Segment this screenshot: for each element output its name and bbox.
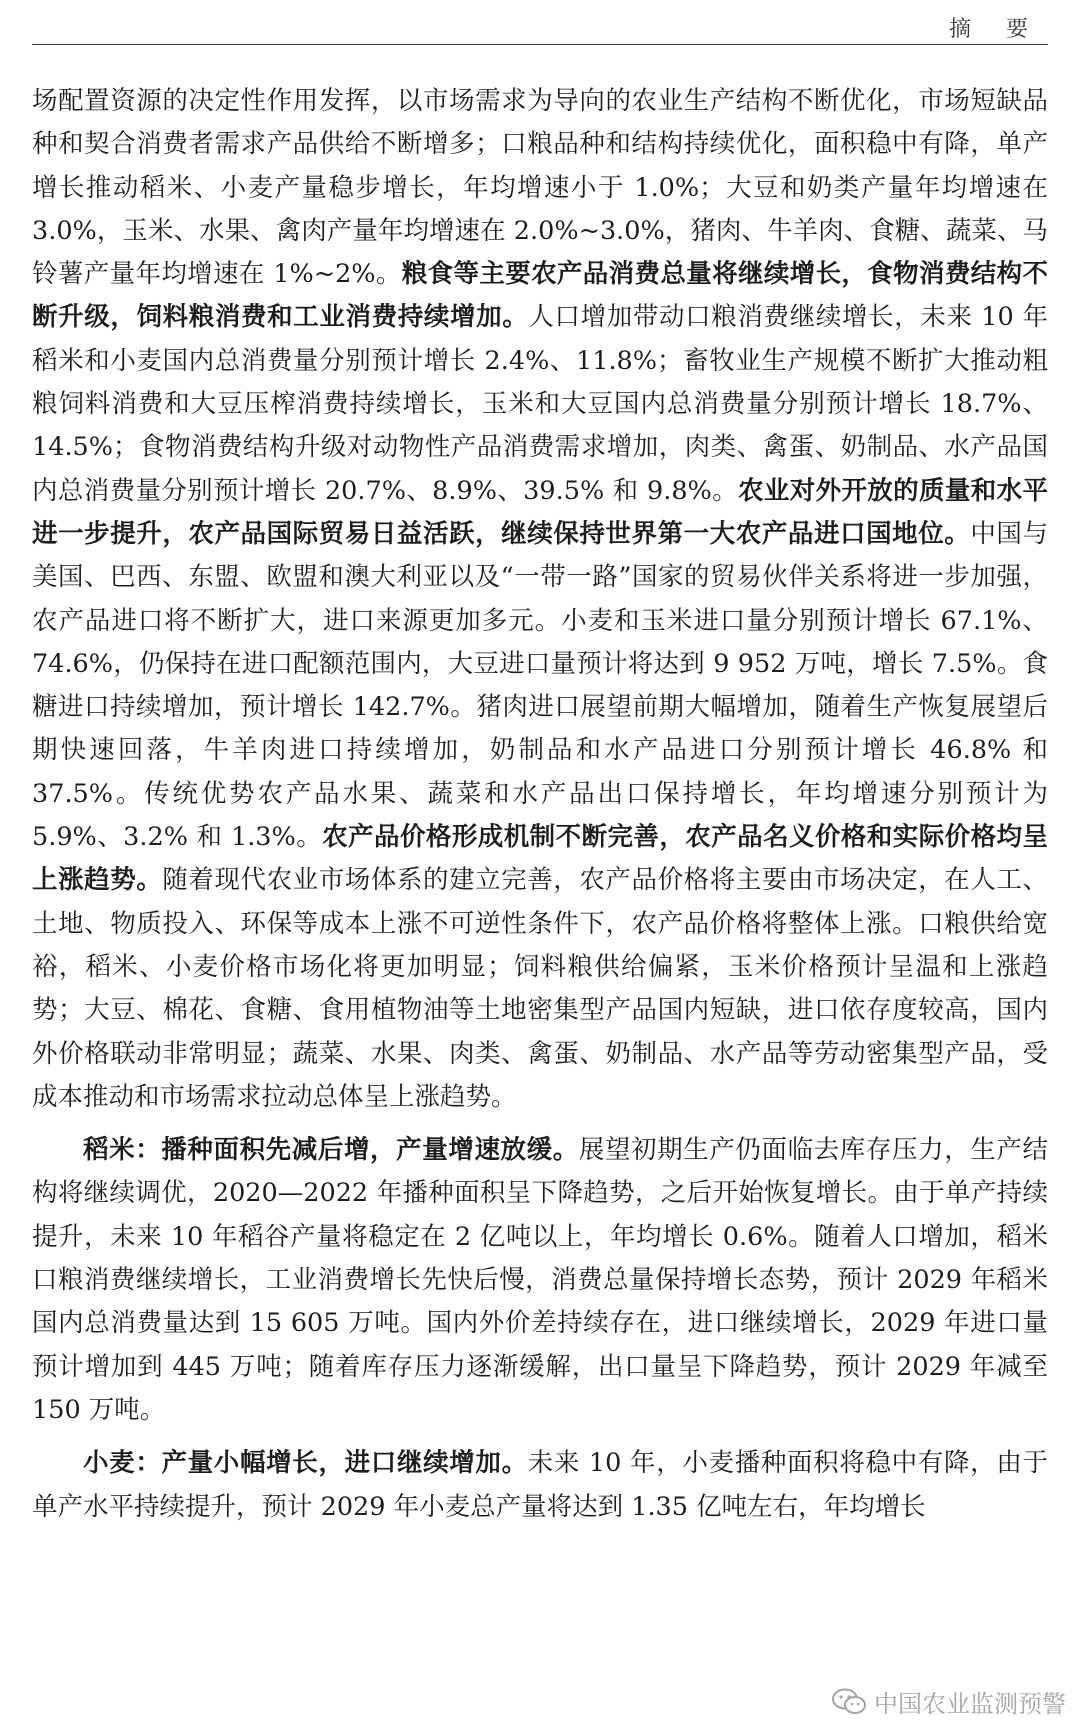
text-segment: 中国与美国、巴西、东盟、欧盟和澳大利亚以及“一带一路”国家的贸易伙伴关系将进一步加强，农产品进口将不断扩大，进口来源更加多元。小麦和玉米进口量分别预计增长 67.1%、74.6%，仍保持在进口配额范围内，大豆进口量预计将达到 9 952 万吨，增长 7.5%。食糖进口持续增加，预计增长 142.7%。猪肉进口展望前期大幅增加，随着生产恢复展望后期快速回落，牛羊肉进口持续增加，奶制品和水产品进口分别预计增长 46.8% 和 37.5%。传统优势农产品水果、蔬菜和水产品出口保持增长，年均增速分别预计为 5.9%、3.2% 和 1.3%。 (32, 518, 1048, 853)
bold-segment: 农业对外开放的质量和水平进一步提升，农产品国际贸易日益活跃，继续保持世界第一大农产品进口国地位。 (32, 475, 1048, 549)
text-segment: 未来 10 年，小麦播种面积将稳中有降，由于单产水平持续提升，预计 2029 年小麦总产量将达到 1.35 亿吨左右，年均增长 (32, 1448, 1048, 1522)
page-header (32, 0, 1048, 45)
wechat-icon (832, 1688, 866, 1716)
bold-segment: 粮食等主要农产品消费总量将继续增长，食物消费结构不断升级，饲料粮消费和工业消费持续增加。 (32, 259, 1048, 333)
bold-segment: 稻米：播种面积先减后增，产量增速放缓。 (83, 1135, 579, 1166)
paragraph (32, 80, 1048, 1119)
text-segment: 人口增加带动口粮消费继续增长，未来 10 年稻米和小麦国内总消费量分别预计增长 2.4%、11.8%；畜牧业生产规模不断扩大推动粗粮饲料消费和大豆压榨消费持续增长，玉米和大豆国内总消费量分别预计增长 18.7%、14.5%；食物消费结构升级对动物性产品消费需求增加，肉类、禽蛋、奶制品、水产品国内总消费量分别预计增长 20.7%、8.9%、39.5% 和 9.8%。 (32, 302, 1048, 506)
paragraph-rice (32, 1129, 1048, 1432)
text-segment: 场配置资源的决定性作用发挥，以市场需求为导向的农业生产结构不断优化，市场短缺品种和契合消费者需求产品供给不断增多；口粮品种和结构持续优化，面积稳中有降，单产增长推动稻米、小麦产量稳步增长，年均增速小于 1.0%；大豆和奶类产量年均增速在 3.0%，玉米、水果、禽肉产量年均增速在 2.0%~3.0%，猪肉、牛羊肉、食糖、蔬菜、马铃薯产量年均增速在 1%~2%。 (32, 86, 1048, 290)
bold-segment: 农产品价格形成机制不断完善，农产品名义价格和实际价格均呈上涨趋势。 (32, 822, 1048, 896)
bold-segment: 小麦：产量小幅增长，进口继续增加。 (83, 1448, 528, 1479)
body-text (32, 80, 1048, 1529)
paragraph-wheat (32, 1442, 1048, 1529)
watermark-text: 中国农业监测预警 (874, 1690, 1066, 1718)
text-segment: 展望初期生产仍面临去库存压力，生产结构将继续调优，2020—2022 年播种面积呈下降趋势，之后开始恢复增长。由于单产持续提升，未来 10 年稻谷产量将稳定在 2 亿吨以上，年均增长 0.6%。随着人口增加，稻米口粮消费继续增长，工业消费增长先快后慢，消费总量保持增长态势，预计 2029 年稻米国内总消费量达到 15 605 万吨。国内外价差持续存在，进口继续增长，2029 年进口量预计增加到 445 万吨；随着库存压力逐渐缓解，出口量呈下降趋势，预计 2029 年减至 150 万吨。 (32, 1135, 1048, 1425)
header-title: 摘 要 (949, 17, 1042, 42)
text-segment: 随着现代农业市场体系的建立完善，农产品价格将主要由市场决定，在人工、土地、物质投入、环保等成本上涨不可逆性条件下，农产品价格将整体上涨。口粮供给宽裕，稻米、小麦价格市场化将更加明显；饲料粮供给偏紧，玉米价格预计呈温和上涨趋势；大豆、棉花、食糖、食用植物油等土地密集型产品国内短缺，进口依存度较高，国内外价格联动非常明显；蔬菜、水果、肉类、禽蛋、奶制品、水产品等劳动密集型产品，受成本推动和市场需求拉动总体呈上涨趋势。 (32, 865, 1048, 1112)
watermark (832, 1684, 1066, 1719)
